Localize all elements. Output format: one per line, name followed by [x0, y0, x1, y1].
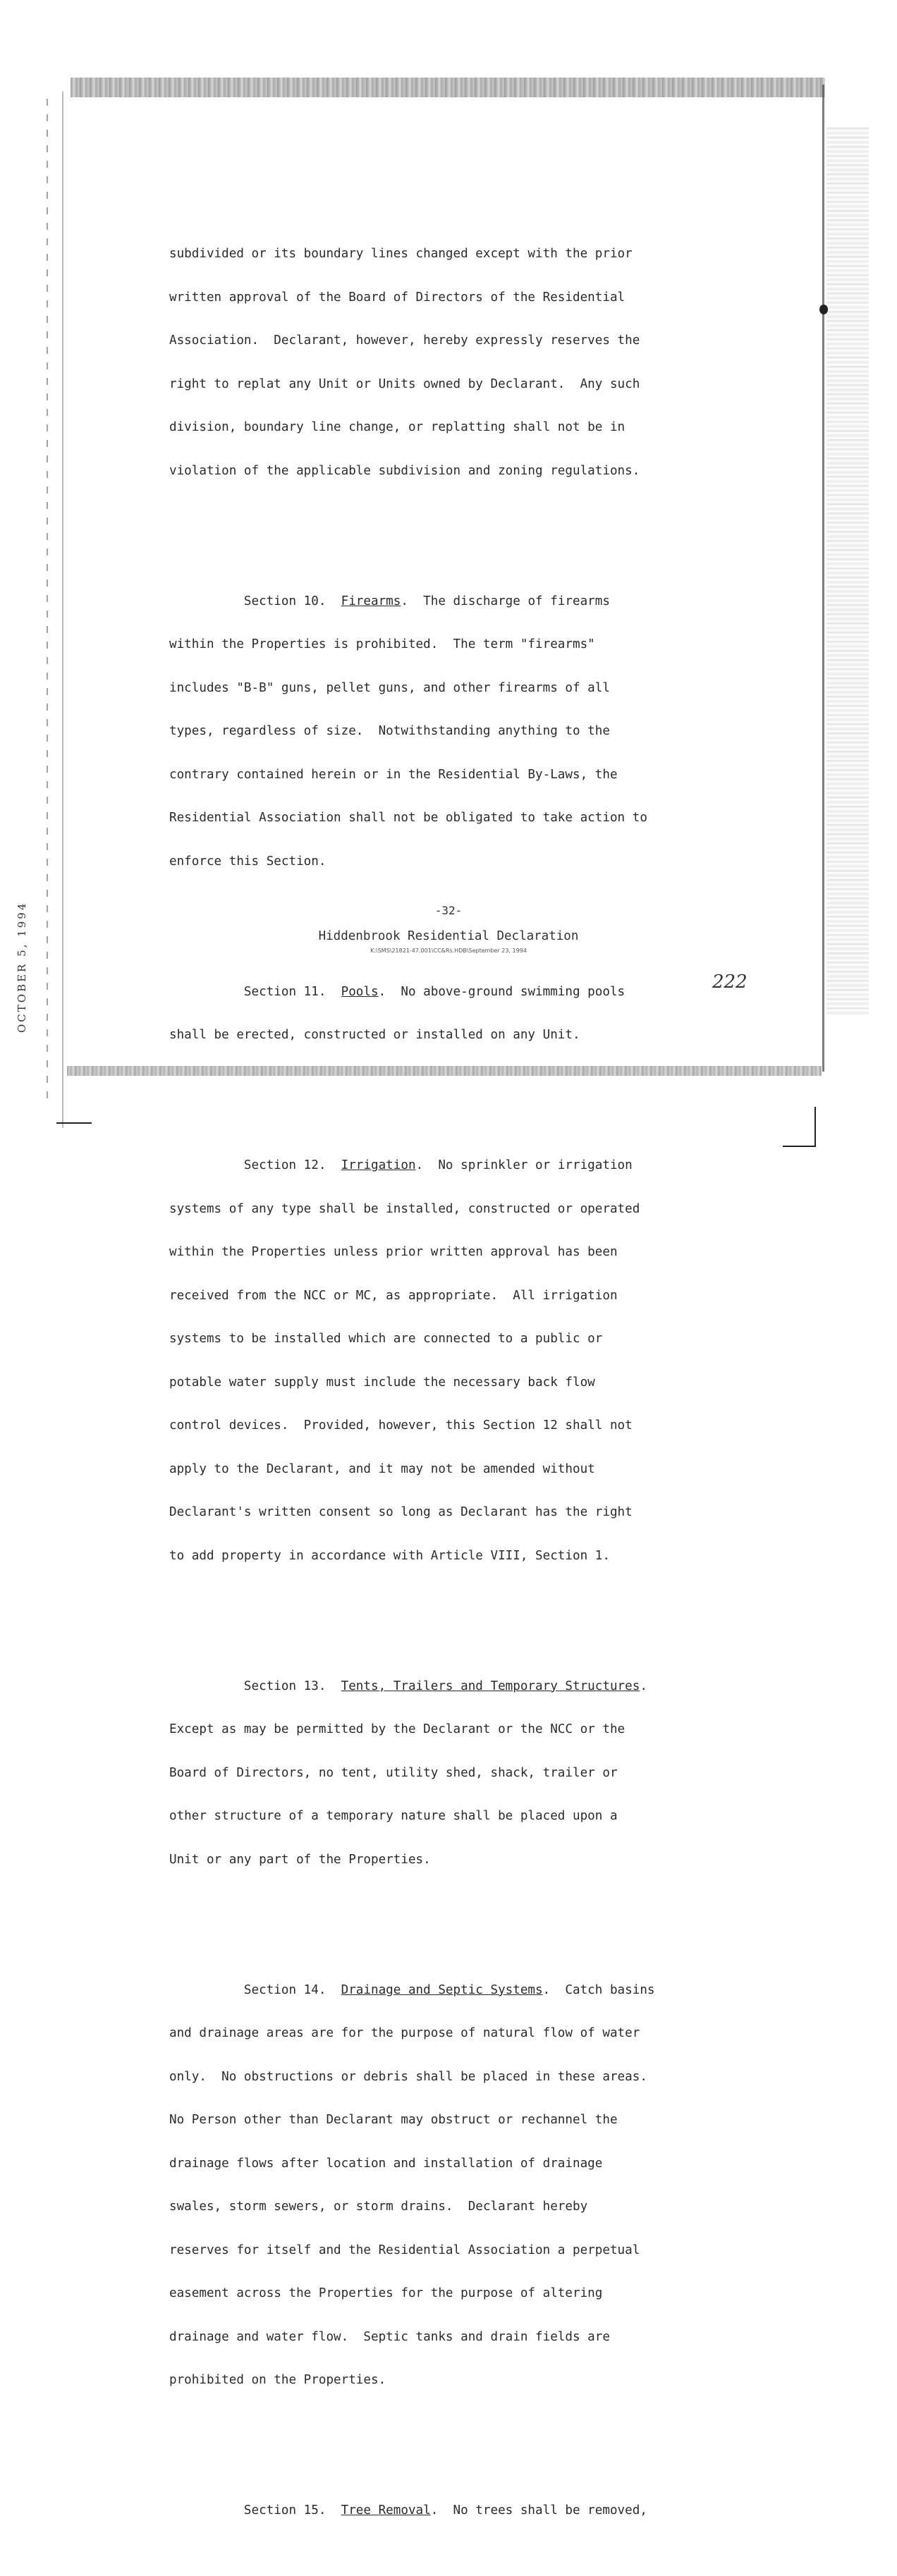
section-number: Section 12.: [169, 1158, 341, 1172]
text-line: to add property in accordance with Article VIII, Section 1.: [169, 1548, 610, 1563]
text-line: reserves for itself and the Residential Association a perpetual: [169, 2243, 640, 2257]
crop-mark-bottom-right-vertical: [814, 1107, 816, 1147]
section-text: . No trees shall be removed,: [430, 2503, 647, 2517]
section-heading-line: [169, 985, 733, 1000]
text-line: only. No obstructions or debris shall be placed in these areas.: [169, 2069, 647, 2084]
text-line: received from the NCC or MC, as appropriate. All irrigation: [169, 1288, 618, 1303]
scan-border-top: [71, 78, 825, 97]
text-line: swales, storm sewers, or storm drains. Declarant hereby: [169, 2200, 588, 2214]
section-title: Tents, Trailers and Temporary Structures: [341, 1679, 640, 1693]
section-10-firearms: [169, 565, 733, 898]
side-date-stamp: OCTOBER 5, 1994: [16, 901, 28, 1033]
section-title: Tree Removal: [341, 2503, 431, 2517]
text-line: shall be erected, constructed or installed on any Unit.: [169, 1028, 580, 1042]
text-line: potable water supply must include the necessary back flow: [169, 1375, 595, 1390]
section-11-pools: [169, 956, 733, 1072]
text-line: Board of Directors, no tent, utility shed, shack, trailer or: [169, 1765, 618, 1780]
handwritten-page-number: 222: [712, 971, 748, 993]
text-line: systems to be installed which are connected to a public or: [169, 1332, 603, 1346]
section-15-tree-removal: [169, 2474, 733, 2547]
section-heading-line: [169, 1983, 733, 1998]
text-line: written approval of the Board of Directors of the Residential: [169, 290, 626, 305]
text-line: prohibited on the Properties.: [169, 2373, 386, 2387]
section-heading-line: [169, 594, 733, 609]
footer-title: Hiddenbrook Residential Declaration: [318, 929, 579, 943]
scan-border-right: [822, 85, 824, 1072]
page-number: -32-: [434, 904, 463, 917]
text-line: division, boundary line change, or replatting shall not be in: [169, 420, 626, 434]
text-line: Association. Declarant, however, hereby expressly reserves the: [169, 333, 640, 348]
section-heading-line: [169, 2503, 733, 2518]
text-line: drainage flows after location and installation of drainage: [169, 2156, 603, 2171]
section-text: .: [640, 1679, 647, 1693]
text-line: subdivided or its boundary lines changed except with the prior: [169, 247, 633, 261]
section-title: Pools: [341, 984, 379, 999]
text-line: Residential Association shall not be obligated to take action to: [169, 811, 647, 825]
text-line: includes "B-B" guns, pellet guns, and other firearms of all: [169, 680, 610, 695]
section-text: . No above-ground swimming pools: [378, 984, 626, 999]
text-line: right to replat any Unit or Units owned by Declarant. Any such: [169, 376, 640, 391]
text-line: drainage and water flow. Septic tanks and drain fields are: [169, 2329, 610, 2344]
text-line: Unit or any part of the Properties.: [169, 1852, 431, 1867]
section-title: Firearms: [341, 594, 401, 608]
text-line: apply to the Declarant, and it may not be amended without: [169, 1461, 595, 1476]
section-text: . The discharge of firearms: [401, 594, 610, 608]
text-line: systems of any type shall be installed, constructed or operated: [169, 1201, 640, 1216]
text-line: contrary contained herein or in the Residential By-Laws, the: [169, 767, 618, 782]
text-line: and drainage areas are for the purpose of natural flow of water: [169, 2026, 640, 2040]
section-text: . Catch basins: [542, 1982, 655, 1997]
section-heading-line: [169, 1679, 733, 1694]
text-line: types, regardless of size. Notwithstanding anything to the: [169, 724, 610, 738]
section-number: Section 15.: [169, 2503, 341, 2517]
section-12-irrigation: [169, 1129, 733, 1592]
ink-blot: [819, 305, 828, 314]
text-line: enforce this Section.: [169, 854, 327, 869]
paragraph-continued: [169, 218, 733, 507]
text-line: violation of the applicable subdivision and zoning regulations.: [169, 463, 640, 478]
section-number: Section 13.: [169, 1679, 341, 1693]
text-line: easement across the Properties for the purpose of altering: [169, 2286, 603, 2300]
section-title: Irrigation: [341, 1158, 416, 1172]
section-text: . No sprinkler or irrigation: [415, 1158, 633, 1172]
text-line: within the Properties unless prior written approval has been: [169, 1245, 618, 1259]
section-heading-line: [169, 1158, 733, 1173]
section-14-drainage: [169, 1954, 733, 2417]
text-line: control devices. Provided, however, this Section 12 shall not: [169, 1418, 633, 1433]
section-13-tents: [169, 1650, 733, 1896]
text-line: Declarant's written consent so long as Declarant has the right: [169, 1505, 633, 1519]
crop-mark-bottom-right: [783, 1146, 815, 1147]
scan-border-left: [62, 92, 63, 1128]
section-title: Drainage and Septic Systems: [341, 1982, 543, 1997]
footer-file-path: K:\SMS\21821-47.001\CC&Rs.HDB\September 23, 1994: [370, 947, 527, 954]
document-body: [169, 189, 733, 2576]
text-line: other structure of a temporary nature shall be placed upon a: [169, 1809, 618, 1823]
scan-noise-strip: [826, 127, 869, 1015]
text-line: Except as may be permitted by the Declarant or the NCC or the: [169, 1722, 626, 1736]
crop-mark-bottom-left: [56, 1122, 92, 1124]
text-line: within the Properties is prohibited. The term "firearms": [169, 637, 595, 651]
text-line: No Person other than Declarant may obstruct or rechannel the: [169, 2113, 618, 2127]
section-number: Section 14.: [169, 1982, 341, 1997]
section-number: Section 11.: [169, 984, 341, 999]
section-number: Section 10.: [169, 594, 341, 608]
